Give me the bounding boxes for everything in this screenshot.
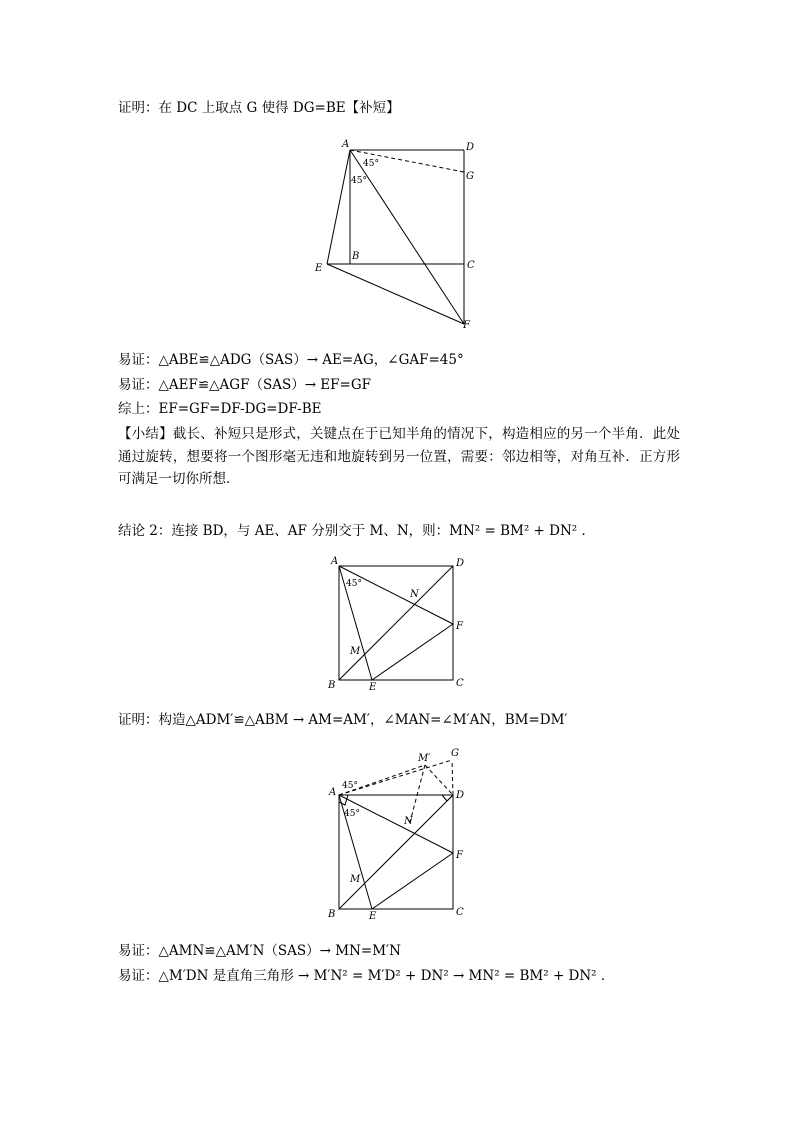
figure-1-diagram (300, 135, 500, 335)
label-m: M (350, 646, 361, 657)
proof-intro: 证明：在 DC 上取点 G 使得 DG=BE【补短】 (118, 100, 400, 116)
segment-m-prime-n-dashed (410, 765, 425, 822)
right-angle-mark-d (442, 795, 453, 801)
proof-step-1: 易证：△ABE≌△ADG（SAS）→ AE=AG，∠GAF=45° (118, 352, 464, 368)
angle-label-top: 45° (342, 781, 358, 791)
angle-label-bottom: 45° (344, 809, 360, 819)
label-b: B (352, 251, 360, 262)
label-e: E (369, 911, 377, 922)
label-g: G (451, 748, 459, 759)
label-n: N (404, 816, 413, 827)
label-f: F (456, 621, 463, 632)
angle-label-upper: 45° (363, 159, 379, 169)
segment-m-prime-d-dashed (425, 765, 453, 795)
label-n: N (410, 589, 419, 600)
label-b: B (328, 680, 336, 691)
label-m: M (350, 874, 361, 885)
label-c: C (456, 678, 464, 689)
label-f: F (456, 850, 463, 861)
segment-af (339, 795, 453, 853)
segment-dg-dashed (452, 760, 453, 795)
label-a: A (329, 787, 337, 798)
label-c: C (456, 907, 464, 918)
label-g: G (466, 171, 474, 182)
proof-step-2: 易证：△AEF≌△AGF（SAS）→ EF=GF (118, 377, 371, 393)
label-e: E (369, 682, 377, 693)
figure-2-diagram (320, 550, 470, 695)
label-a: A (331, 556, 339, 567)
proof-2-step-2: 易证：△M′DN 是直角三角形 → M′N² = M′D² + DN² → MN² = BM² + DN² ． (118, 968, 615, 984)
angle-label: 45° (346, 579, 362, 589)
proof-2-step-1: 易证：△AMN≌△AM′N（SAS）→ MN=M′N (118, 943, 401, 959)
label-m-prime: M′ (418, 753, 431, 764)
summary-paragraph: 【小结】截长、补短只是形式，关键点在于已知半角的情况下，构造相应的另一个半角．此处通过旋转，想要将一个图形毫无违和地旋转到另一位置，需要：邻边相等，对角互补．正方形可满足一切你所想． (118, 426, 680, 487)
label-d: D (466, 142, 475, 153)
conclusion-2: 结论 2：连接 BD，与 AE、AF 分别交于 M、N，则：MN² = BM² + DN² ． (118, 523, 595, 539)
label-c: C (467, 260, 475, 271)
label-d: D (456, 790, 465, 801)
figure-3-diagram (320, 745, 470, 925)
proof-step-3: 综上：EF=GF=DF-DG=DF-BE (118, 401, 322, 417)
segment-ae (327, 150, 350, 264)
label-b: B (328, 909, 336, 920)
label-e: E (315, 263, 323, 274)
proof-2: 证明：构造△ADM′≌△ABM → AM=AM′，∠MAN=∠M′AN，BM=DM′ (118, 712, 568, 728)
segment-ef (372, 624, 453, 680)
label-d: D (456, 558, 465, 569)
label-f: F (463, 320, 470, 331)
segment-ef (372, 853, 453, 909)
segment-af (350, 150, 464, 324)
segment-ef (327, 264, 464, 324)
segment-af (339, 566, 453, 624)
angle-label-lower: 45° (351, 176, 367, 186)
label-a: A (342, 139, 350, 150)
